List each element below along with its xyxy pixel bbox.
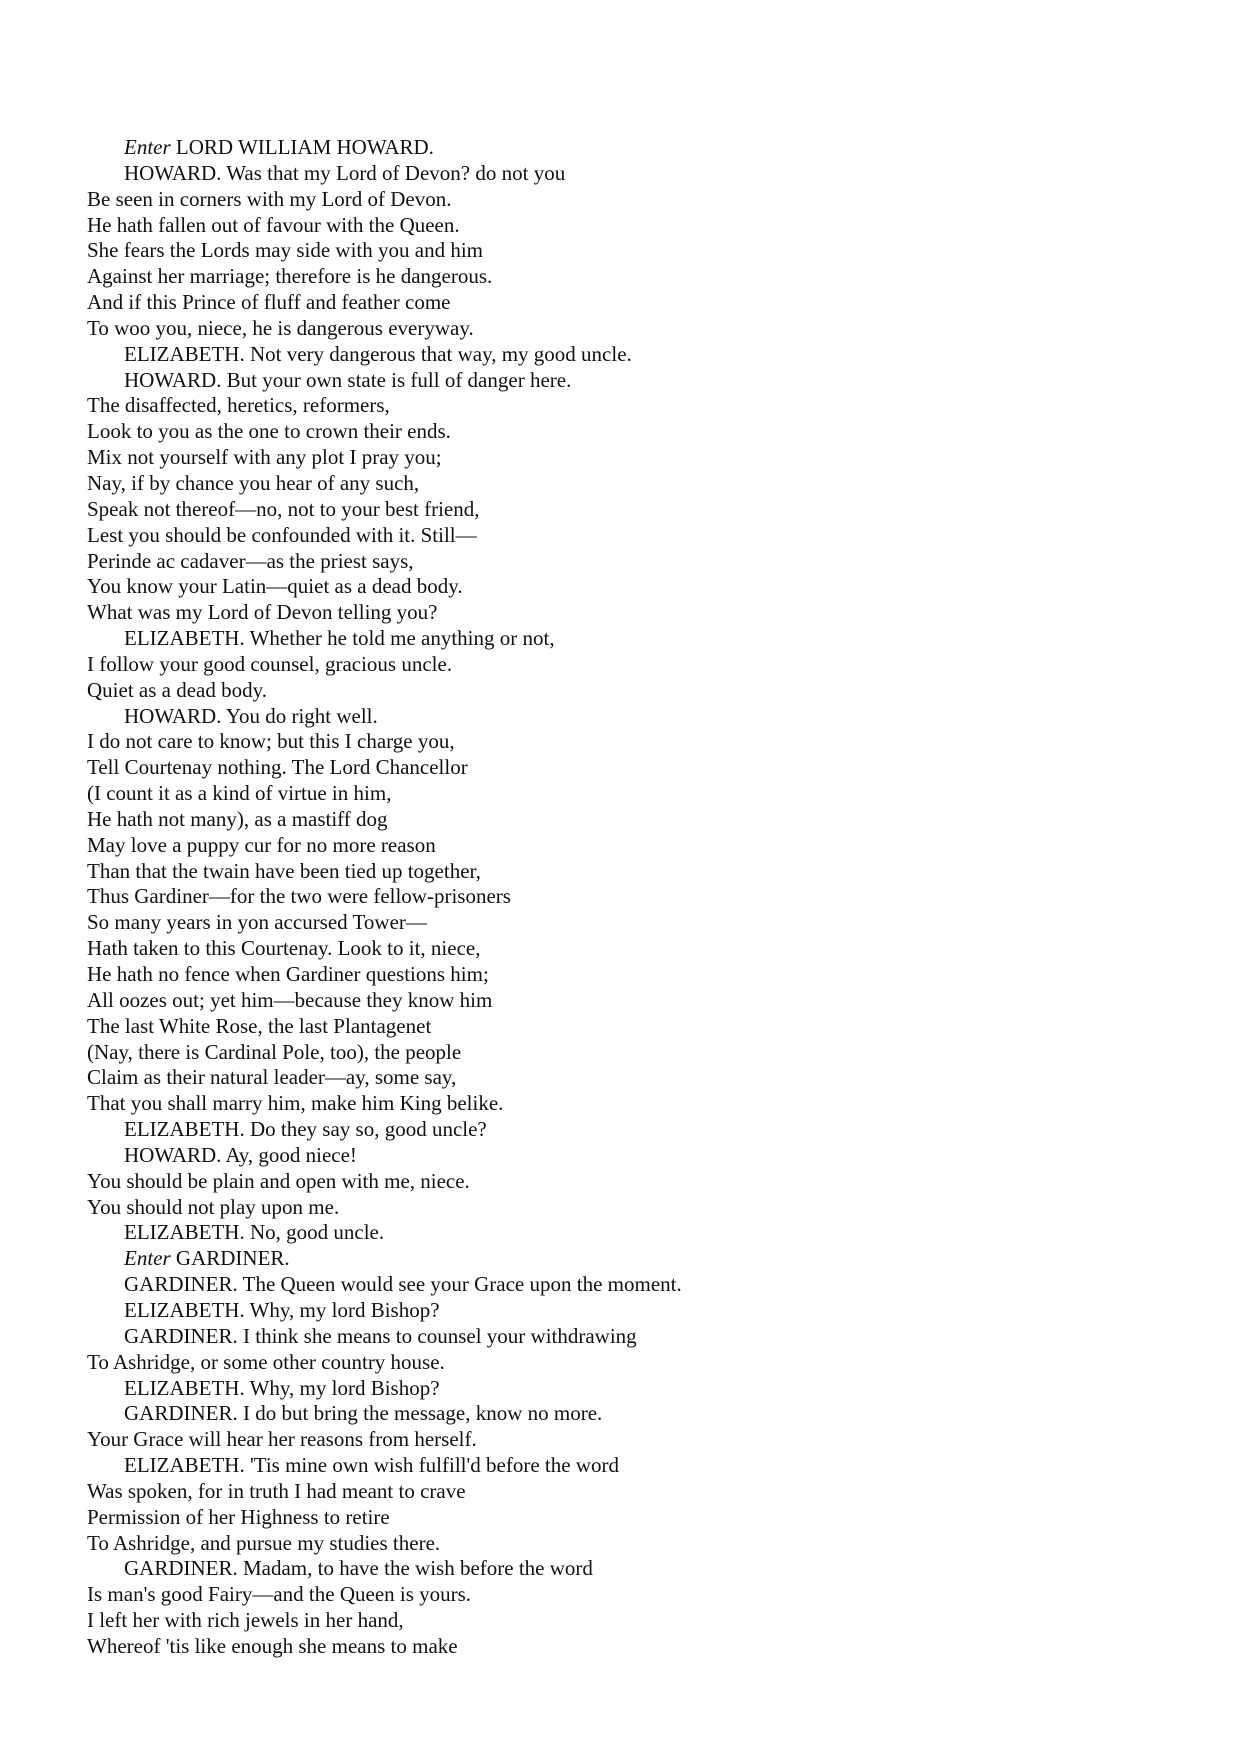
text-line: [87, 1376, 1187, 1402]
text-line: [87, 445, 1187, 471]
line-text: Whereof 'tis like enough she means to make: [87, 1633, 458, 1658]
line-text: HOWARD. Was that my Lord of Devon? do not you: [124, 160, 566, 185]
line-text: Look to you as the one to crown their ends.: [87, 419, 451, 444]
line-text: GARDINER. I do but bring the message, know no more.: [124, 1401, 603, 1426]
line-text: ELIZABETH. Whether he told me anything or not,: [124, 626, 555, 651]
line-text: Speak not thereof—no, not to your best friend,: [87, 496, 480, 521]
line-text: Claim as their natural leader—ay, some say,: [87, 1065, 457, 1090]
text-line: [87, 523, 1187, 549]
line-text: GARDINER. I think she means to counsel your withdrawing: [124, 1323, 637, 1348]
text-line: [87, 755, 1187, 781]
stage-direction-word: Enter: [124, 135, 171, 159]
text-line: [87, 1634, 1187, 1660]
document-page: [87, 135, 1187, 1660]
line-text: She fears the Lords may side with you and him: [87, 238, 484, 263]
text-line: [87, 1427, 1187, 1453]
text-line: [87, 1143, 1187, 1169]
line-text: Lest you should be confounded with it. Still—: [87, 522, 477, 547]
text-line: [87, 1453, 1187, 1479]
line-text: He hath no fence when Gardiner questions him;: [87, 962, 489, 986]
text-line: [87, 342, 1187, 368]
text-line: [87, 859, 1187, 885]
line-text: GARDINER. Madam, to have the wish before the word: [124, 1556, 593, 1581]
stage-direction-line: [87, 135, 1187, 161]
text-line: [87, 264, 1187, 290]
line-text: Nay, if by chance you hear of any such,: [87, 470, 420, 495]
text-line: [87, 884, 1187, 910]
line-text: May love a puppy cur for no more reason: [87, 832, 436, 857]
text-line: [87, 574, 1187, 600]
line-text: ELIZABETH. No, good uncle.: [124, 1220, 385, 1245]
text-line: [87, 1117, 1187, 1143]
line-text: HOWARD. But your own state is full of danger here.: [124, 367, 572, 392]
line-text: You know your Latin—quiet as a dead body.: [87, 574, 463, 599]
line-text: So many years in yon accursed Tower—: [87, 910, 427, 935]
text-line: [87, 419, 1187, 445]
line-text: To woo you, niece, he is dangerous everyway.: [87, 315, 474, 340]
text-line: [87, 1556, 1187, 1582]
line-text: Perinde ac cadaver—as the priest says,: [87, 548, 414, 573]
text-line: [87, 368, 1187, 394]
text-line: [87, 393, 1187, 419]
text-line: [87, 1220, 1187, 1246]
text-line: [87, 1091, 1187, 1117]
line-text: Thus Gardiner—for the two were fellow-prisoners: [87, 884, 511, 909]
text-line: [87, 704, 1187, 730]
line-text: I left her with rich jewels in her hand,: [87, 1608, 404, 1633]
text-line: [87, 471, 1187, 497]
line-text: You should not play upon me.: [87, 1194, 340, 1219]
text-line: [87, 497, 1187, 523]
text-line: [87, 1014, 1187, 1040]
text-line: [87, 1298, 1187, 1324]
line-text: Mix not yourself with any plot I pray you;: [87, 445, 442, 470]
line-text: LORD WILLIAM HOWARD.: [170, 135, 434, 159]
text-line: [87, 600, 1187, 626]
text-line: [87, 962, 1187, 988]
stage-direction-line: [87, 1246, 1187, 1272]
text-line: [87, 678, 1187, 704]
line-text: HOWARD. Ay, good niece!: [124, 1142, 357, 1167]
text-line: [87, 213, 1187, 239]
line-text: What was my Lord of Devon telling you?: [87, 600, 438, 625]
line-text: Hath taken to this Courtenay. Look to it, niece,: [87, 936, 481, 961]
line-text: And if this Prince of fluff and feather come: [87, 290, 451, 315]
line-text: He hath fallen out of favour with the Queen.: [87, 212, 460, 237]
line-text: ELIZABETH. Why, my lord Bishop?: [124, 1375, 440, 1400]
line-text: (I count it as a kind of virtue in him,: [87, 781, 392, 806]
text-line: [87, 988, 1187, 1014]
line-text: Permission of her Highness to retire: [87, 1504, 390, 1529]
text-line: [87, 187, 1187, 213]
line-text: ELIZABETH. 'Tis mine own wish fulfill'd before the word: [124, 1453, 619, 1478]
text-line: [87, 1350, 1187, 1376]
line-text: All oozes out; yet him—because they know him: [87, 987, 493, 1012]
text-line: [87, 833, 1187, 859]
line-text: You should be plain and open with me, niece.: [87, 1168, 470, 1193]
text-line: [87, 1195, 1187, 1221]
text-line: [87, 652, 1187, 678]
text-line: [87, 781, 1187, 807]
line-text: GARDINER.: [170, 1246, 290, 1271]
line-text: I follow your good counsel, gracious uncle.: [87, 651, 453, 676]
text-line: [87, 549, 1187, 575]
text-line: [87, 1401, 1187, 1427]
text-line: [87, 316, 1187, 342]
text-line: [87, 1065, 1187, 1091]
text-line: [87, 1272, 1187, 1298]
line-text: Was spoken, for in truth I had meant to crave: [87, 1478, 466, 1503]
line-text: ELIZABETH. Why, my lord Bishop?: [124, 1297, 440, 1322]
text-line: [87, 1040, 1187, 1066]
line-text: Quiet as a dead body.: [87, 677, 267, 702]
text-line: [87, 1505, 1187, 1531]
text-line: [87, 290, 1187, 316]
line-text: To Ashridge, or some other country house.: [87, 1349, 445, 1374]
text-line: [87, 626, 1187, 652]
line-text: Your Grace will hear her reasons from herself.: [87, 1427, 477, 1452]
line-text: The disaffected, heretics, reformers,: [87, 393, 390, 418]
text-line: [87, 807, 1187, 833]
line-text: GARDINER. The Queen would see your Grace upon the moment.: [124, 1272, 682, 1297]
text-line: [87, 1169, 1187, 1195]
line-text: Tell Courtenay nothing. The Lord Chancellor: [87, 755, 468, 780]
stage-direction-word: Enter: [124, 1246, 171, 1271]
line-text: HOWARD. You do right well.: [124, 703, 378, 728]
text-line: [87, 936, 1187, 962]
text-line: [87, 729, 1187, 755]
text-line: [87, 1608, 1187, 1634]
text-line: [87, 1531, 1187, 1557]
text-line: [87, 238, 1187, 264]
line-text: To Ashridge, and pursue my studies there.: [87, 1530, 441, 1555]
line-text: Against her marriage; therefore is he dangerous.: [87, 264, 493, 289]
line-text: The last White Rose, the last Plantagenet: [87, 1013, 432, 1038]
line-text: (Nay, there is Cardinal Pole, too), the people: [87, 1039, 462, 1064]
text-line: [87, 1582, 1187, 1608]
text-line: [87, 1324, 1187, 1350]
line-text: I do not care to know; but this I charge you,: [87, 729, 455, 754]
line-text: ELIZABETH. Do they say so, good uncle?: [124, 1117, 487, 1142]
text-line: [87, 1479, 1187, 1505]
line-text: Be seen in corners with my Lord of Devon.: [87, 186, 452, 211]
text-line: [87, 910, 1187, 936]
text-line: [87, 161, 1187, 187]
line-text: He hath not many), as a mastiff dog: [87, 806, 388, 831]
line-text: Is man's good Fairy—and the Queen is yours.: [87, 1582, 472, 1607]
line-text: That you shall marry him, make him King belike.: [87, 1091, 504, 1116]
line-text: ELIZABETH. Not very dangerous that way, my good uncle.: [124, 341, 632, 366]
line-text: Than that the twain have been tied up together,: [87, 858, 481, 883]
